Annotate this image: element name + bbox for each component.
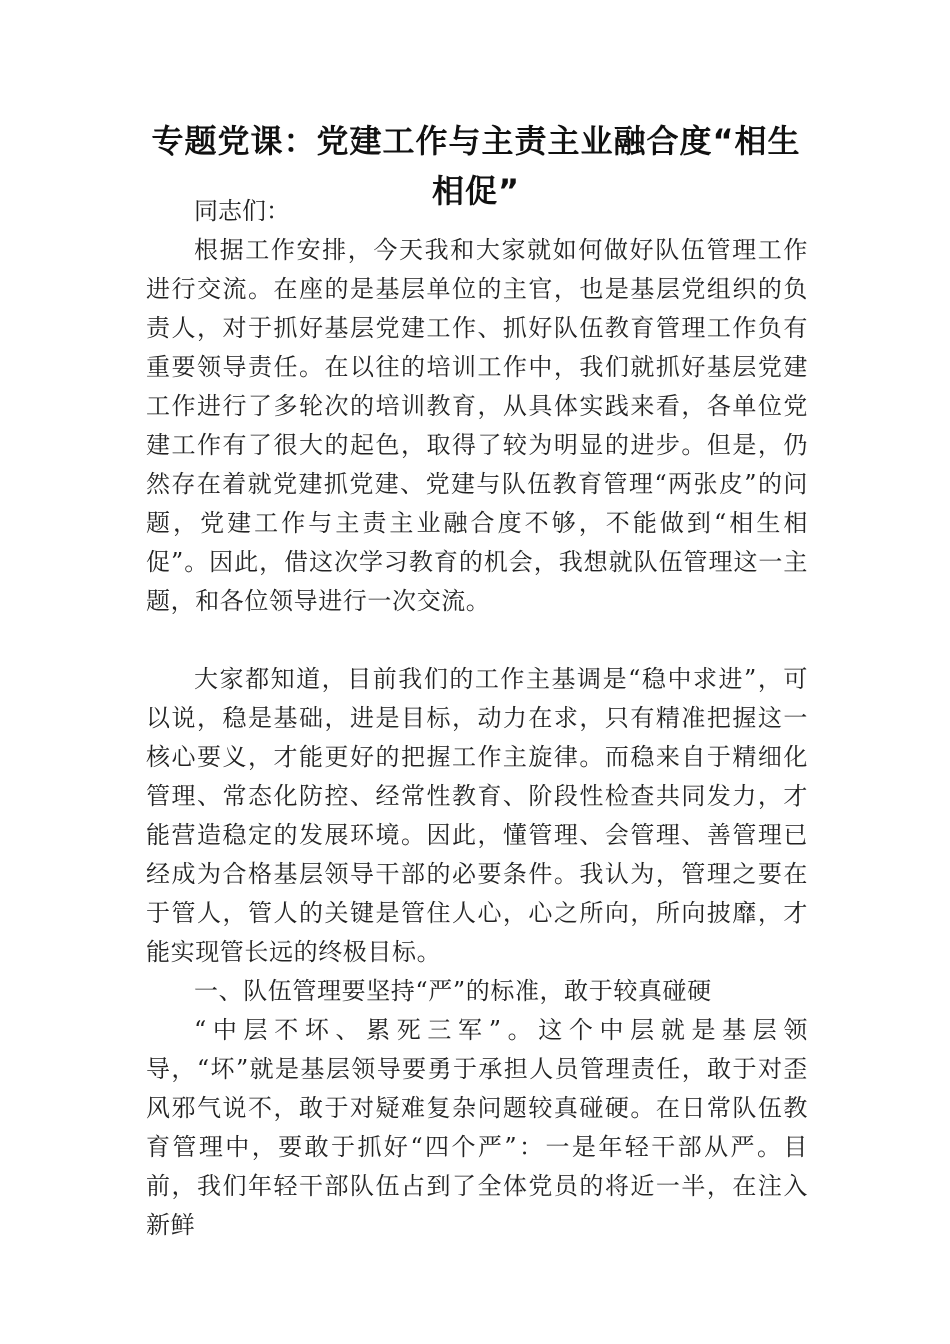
paragraph-context: 大家都知道，目前我们的工作主基调是“稳中求进”，可以说，稳是基础，进是目标，动力在求，只有精准把握这一核心要义，才能更好的把握工作主旋律。而稳来自于精细化管理、常态化防控、经常性教育、阶段性检查共同发力，才能营造稳定的发展环境。因此，懂管理、会管理、善管理已经成为合格基层领导干部的必要条件。我认为，管理之要在于管人，管人的关键是管住人心，心之所向，所向披靡，才能实现管长远的终极目标。 <box>146 665 808 966</box>
section-heading: 一、队伍管理要坚持“严”的标准，敢于较真碰硬 <box>194 977 712 1005</box>
salutation: 同志们： <box>194 197 290 225</box>
paragraph-intro: 根据工作安排，今天我和大家就如何做好队伍管理工作进行交流。在座的是基层单位的主官，也是基层党组织的负责人，对于抓好基层党建工作、抓好队伍教育管理工作负有重要领导责任。在以往的培训工作中，我们就抓好基层党建工作进行了多轮次的培训教育，从具体实践来看，各单位党建工作有了很大的起色，取得了较为明显的进步。但是，仍然存在着就党建抓党建、党建与队伍教育管理“两张皮”的问题，党建工作与主责主业融合度不够，不能做到“相生相促”。因此，借这次学习教育的机会，我想就队伍管理这一主题，和各位领导进行一次交流。 <box>146 236 808 615</box>
document-title: 专题党课：党建工作与主责主业融合度“相生相促” <box>151 122 801 210</box>
section-paragraph: “中层不坏、累死三军”。这个中层就是基层领导，“坏”就是基层领导要勇于承担人员管理责任，敢于对歪风邪气说不，敢于对疑难复杂问题较真碰硬。在日常队伍教育管理中，要敢于抓好“四个严”：一是年轻干部从严。目前，我们年轻干部队伍占到了全体党员的将近一半，在注入新鲜 <box>146 1016 808 1239</box>
paragraph-spacer <box>146 621 808 660</box>
document-body <box>146 192 808 1245</box>
